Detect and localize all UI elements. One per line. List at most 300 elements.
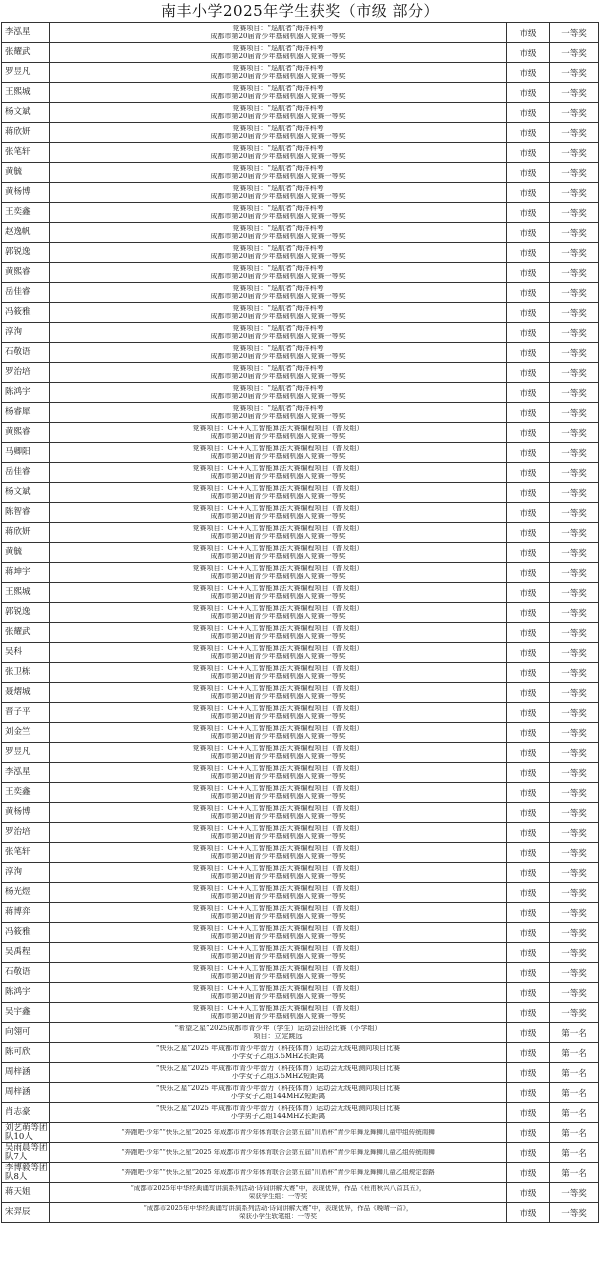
award-description [50, 963, 507, 983]
award-description [50, 1063, 507, 1083]
award-row [2, 863, 599, 883]
student-name: 冯筱雅 [2, 923, 50, 943]
award-level: 市级 [507, 203, 550, 223]
award-description-line: 竞赛项目：“巡航者”海洋科考 [232, 24, 324, 32]
award-row [2, 403, 599, 423]
award-rank: 一等奖 [550, 723, 599, 743]
award-level: 市级 [507, 503, 550, 523]
award-description [50, 63, 507, 83]
award-rank: 一等奖 [550, 963, 599, 983]
award-description-line: 成都市第20届青少年基础机器人竞赛一等奖 [210, 332, 346, 340]
award-description-line: 成都市第20届青少年基础机器人竞赛一等奖 [210, 752, 346, 760]
award-level: 市级 [507, 843, 550, 863]
award-rank: 一等奖 [550, 763, 599, 783]
award-rank: 第一名 [550, 1143, 599, 1163]
award-description-line: 竞赛项目：“巡航者”海洋科考 [232, 104, 324, 112]
student-name: 陈智睿 [2, 503, 50, 523]
award-level: 市级 [507, 1203, 550, 1223]
award-description [50, 803, 507, 823]
award-description-line: 竞赛项目：C++人工智能算法大赛编程项目（普及组） [192, 804, 364, 812]
award-description [50, 823, 507, 843]
award-description-line: 竞赛项目：C++人工智能算法大赛编程项目（普及组） [192, 664, 364, 672]
award-row [2, 183, 599, 203]
award-description-line: 成都市第20届青少年基础机器人竞赛一等奖 [210, 232, 346, 240]
student-name: 黄毓 [2, 543, 50, 563]
student-name: 晋子平 [2, 703, 50, 723]
award-description [50, 283, 507, 303]
award-rank: 一等奖 [550, 1203, 599, 1223]
award-rank: 一等奖 [550, 543, 599, 563]
award-rank: 一等奖 [550, 483, 599, 503]
award-description [50, 263, 507, 283]
award-level: 市级 [507, 363, 550, 383]
award-description-line: 竞赛项目：C++人工智能算法大赛编程项目（普及组） [192, 864, 364, 872]
student-name: 黄熙睿 [2, 263, 50, 283]
award-level: 市级 [507, 443, 550, 463]
award-description-line: 成都市第20届青少年基础机器人竞赛一等奖 [210, 512, 346, 520]
student-name: 王奕鑫 [2, 783, 50, 803]
award-row [2, 943, 599, 963]
award-description [50, 743, 507, 763]
student-name: 郭锐逸 [2, 243, 50, 263]
award-description-line: 竞赛项目：“巡航者”海洋科考 [232, 124, 324, 132]
student-name: 张耀武 [2, 43, 50, 63]
award-rank: 一等奖 [550, 223, 599, 243]
award-description [50, 703, 507, 723]
award-rank: 一等奖 [550, 323, 599, 343]
award-description-line: 荣获学生组：一等奖 [248, 1192, 308, 1200]
award-description-line: 成都市第20届青少年基础机器人竞赛一等奖 [210, 452, 346, 460]
award-description-line: 小学男子乙组144MHZ长距离 [230, 1112, 326, 1120]
award-description-line: 项目：立定跳远 [253, 1032, 303, 1040]
award-description-line: 竞赛项目：C++人工智能算法大赛编程项目（普及组） [192, 564, 364, 572]
award-description [50, 783, 507, 803]
award-level: 市级 [507, 543, 550, 563]
award-row [2, 1123, 599, 1143]
award-level: 市级 [507, 903, 550, 923]
award-row [2, 223, 599, 243]
award-rank: 一等奖 [550, 1003, 599, 1023]
award-description-line: 竞赛项目：C++人工智能算法大赛编程项目（普及组） [192, 784, 364, 792]
award-description [50, 583, 507, 603]
award-rank: 第一名 [550, 1083, 599, 1103]
award-description-line: 竞赛项目：C++人工智能算法大赛编程项目（普及组） [192, 984, 364, 992]
student-name: 周梓涵 [2, 1063, 50, 1083]
award-rank: 一等奖 [550, 823, 599, 843]
award-description [50, 323, 507, 343]
award-rank: 一等奖 [550, 843, 599, 863]
award-description-line: “快乐之星”2025 年成都市青少年智力（科技体育）运动会无线电测向项目比赛 [155, 1044, 401, 1052]
award-description-line: 竞赛项目：C++人工智能算法大赛编程项目（普及组） [192, 704, 364, 712]
award-description-line: 竞赛项目：C++人工智能算法大赛编程项目（普及组） [192, 604, 364, 612]
award-description [50, 243, 507, 263]
student-name: 杨文斌 [2, 483, 50, 503]
award-row [2, 903, 599, 923]
award-level: 市级 [507, 743, 550, 763]
award-description-line: 成都市第20届青少年基础机器人竞赛一等奖 [210, 572, 346, 580]
award-description-line: 成都市第20届青少年基础机器人竞赛一等奖 [210, 172, 346, 180]
award-rank: 一等奖 [550, 403, 599, 423]
award-description-line: 成都市第20届青少年基础机器人竞赛一等奖 [210, 932, 346, 940]
award-description-line: 竞赛项目：“巡航者”海洋科考 [232, 44, 324, 52]
award-rank: 一等奖 [550, 923, 599, 943]
award-rank: 一等奖 [550, 563, 599, 583]
award-description [50, 903, 507, 923]
award-rank: 一等奖 [550, 83, 599, 103]
award-description [50, 383, 507, 403]
student-name: 黄毓 [2, 163, 50, 183]
student-name: 蒋欣妍 [2, 123, 50, 143]
award-description [50, 303, 507, 323]
award-description-line: 成都市第20届青少年基础机器人竞赛一等奖 [210, 872, 346, 880]
award-row [2, 1103, 599, 1123]
award-rank: 一等奖 [550, 163, 599, 183]
student-name: 陈鸿宇 [2, 383, 50, 403]
award-description-line: 荣获小学生软笔组：一等奖 [239, 1212, 317, 1220]
award-row [2, 763, 599, 783]
award-rank: 一等奖 [550, 423, 599, 443]
award-description-line: 竞赛项目：“巡航者”海洋科考 [232, 144, 324, 152]
award-description-line: 成都市第20届青少年基础机器人竞赛一等奖 [210, 152, 346, 160]
award-level: 市级 [507, 803, 550, 823]
award-rank: 一等奖 [550, 803, 599, 823]
award-level: 市级 [507, 1163, 550, 1183]
award-rank: 一等奖 [550, 23, 599, 43]
award-level: 市级 [507, 823, 550, 843]
award-rank: 一等奖 [550, 743, 599, 763]
student-name: 王奕鑫 [2, 203, 50, 223]
award-level: 市级 [507, 763, 550, 783]
award-description-line: 竞赛项目：C++人工智能算法大赛编程项目（普及组） [192, 1004, 364, 1012]
award-rank: 一等奖 [550, 983, 599, 1003]
award-description [50, 23, 507, 43]
award-level: 市级 [507, 723, 550, 743]
award-description [50, 1183, 507, 1203]
award-rank: 一等奖 [550, 903, 599, 923]
award-description-line: “快乐之星”2025 年成都市青少年智力（科技体育）运动会无线电测向项目比赛 [155, 1064, 401, 1072]
award-rank: 一等奖 [550, 683, 599, 703]
award-row [2, 583, 599, 603]
award-row [2, 323, 599, 343]
award-description-line: 成都市第20届青少年基础机器人竞赛一等奖 [210, 712, 346, 720]
award-description-line: 竞赛项目：“巡航者”海洋科考 [232, 404, 324, 412]
award-rank: 一等奖 [550, 703, 599, 723]
student-name: 郭锐逸 [2, 603, 50, 623]
award-rank: 一等奖 [550, 443, 599, 463]
award-description-line: 成都市第20届青少年基础机器人竞赛一等奖 [210, 212, 346, 220]
award-description [50, 43, 507, 63]
award-description [50, 883, 507, 903]
award-rank: 一等奖 [550, 303, 599, 323]
student-name: 黄杨博 [2, 183, 50, 203]
student-name: 吴宇鑫 [2, 1003, 50, 1023]
award-description-line: 竞赛项目：C++人工智能算法大赛编程项目（普及组） [192, 524, 364, 532]
award-level: 市级 [507, 983, 550, 1003]
award-description [50, 223, 507, 243]
award-description-line: 竞赛项目：C++人工智能算法大赛编程项目（普及组） [192, 444, 364, 452]
award-description [50, 203, 507, 223]
award-row [2, 243, 599, 263]
student-name: 陈可欣 [2, 1043, 50, 1063]
award-row [2, 543, 599, 563]
student-name: 石敬语 [2, 343, 50, 363]
award-row [2, 1003, 599, 1023]
award-level: 市级 [507, 403, 550, 423]
award-row [2, 43, 599, 63]
award-description [50, 603, 507, 623]
student-name: 蒋坤宇 [2, 563, 50, 583]
award-description-line: 竞赛项目：“巡航者”海洋科考 [232, 364, 324, 372]
award-row [2, 1163, 599, 1183]
award-description-line: 竞赛项目：C++人工智能算法大赛编程项目（普及组） [192, 844, 364, 852]
award-level: 市级 [507, 523, 550, 543]
student-name: 冯筱雅 [2, 303, 50, 323]
award-level: 市级 [507, 663, 550, 683]
award-row [2, 1143, 599, 1163]
award-row [2, 603, 599, 623]
award-level: 市级 [507, 883, 550, 903]
award-level: 市级 [507, 703, 550, 723]
award-rank: 一等奖 [550, 203, 599, 223]
award-description-line: 成都市第20届青少年基础机器人竞赛一等奖 [210, 972, 346, 980]
award-rank: 一等奖 [550, 583, 599, 603]
student-name: 张笔轩 [2, 143, 50, 163]
student-name: 张耀武 [2, 623, 50, 643]
award-description [50, 103, 507, 123]
student-name: 肖志豪 [2, 1103, 50, 1123]
award-description-line: “奔跑吧·少年”“快乐之星”2025 年成都市青少年体育联合会第五届“川盾杯”青少年舞龙舞狮儿童甲组传统南狮 [121, 1128, 435, 1136]
award-row [2, 83, 599, 103]
award-table [1, 22, 599, 1223]
award-description-line: 竞赛项目：C++人工智能算法大赛编程项目（普及组） [192, 584, 364, 592]
award-row [2, 723, 599, 743]
award-rank: 第一名 [550, 1163, 599, 1183]
student-name: 罗治培 [2, 823, 50, 843]
student-name: 吴科 [2, 643, 50, 663]
award-rank: 一等奖 [550, 283, 599, 303]
award-description-line: 成都市第20届青少年基础机器人竞赛一等奖 [210, 352, 346, 360]
student-name: 李泓星 [2, 763, 50, 783]
award-description-line: 成都市第20届青少年基础机器人竞赛一等奖 [210, 992, 346, 1000]
award-row [2, 163, 599, 183]
student-name: 周梓涵 [2, 1083, 50, 1103]
student-name: 杨光煜 [2, 883, 50, 903]
award-description [50, 1083, 507, 1103]
award-description-line: 成都市第20届青少年基础机器人竞赛一等奖 [210, 372, 346, 380]
award-description-line: 成都市第20届青少年基础机器人竞赛一等奖 [210, 92, 346, 100]
award-row [2, 883, 599, 903]
award-rank: 一等奖 [550, 1183, 599, 1203]
award-row [2, 643, 599, 663]
award-description [50, 563, 507, 583]
award-rank: 一等奖 [550, 663, 599, 683]
award-level: 市级 [507, 643, 550, 663]
award-description [50, 403, 507, 423]
award-description-line: 竞赛项目：“巡航者”海洋科考 [232, 284, 324, 292]
award-description-line: 竞赛项目：C++人工智能算法大赛编程项目（普及组） [192, 884, 364, 892]
award-description-line: 小学女子乙组3.5MHZ短距离 [231, 1072, 325, 1080]
award-level: 市级 [507, 183, 550, 203]
student-name: 赵逸帆 [2, 223, 50, 243]
award-description-line: 竞赛项目：C++人工智能算法大赛编程项目（普及组） [192, 724, 364, 732]
student-name: 李博毅等团队8人 [2, 1163, 50, 1183]
award-level: 市级 [507, 263, 550, 283]
award-row [2, 1083, 599, 1103]
award-rank: 一等奖 [550, 783, 599, 803]
award-description-line: 成都市第20届青少年基础机器人竞赛一等奖 [210, 112, 346, 120]
award-rank: 第一名 [550, 1123, 599, 1143]
award-rank: 一等奖 [550, 183, 599, 203]
student-name: 淳洵 [2, 323, 50, 343]
award-description-line: 成都市第20届青少年基础机器人竞赛一等奖 [210, 592, 346, 600]
award-level: 市级 [507, 323, 550, 343]
award-description [50, 863, 507, 883]
award-description-line: 成都市第20届青少年基础机器人竞赛一等奖 [210, 52, 346, 60]
award-description-line: “奔跑吧·少年”“快乐之星”2025 年成都市青少年体育联合会第五届“川盾杯”青少年舞龙舞狮儿童乙组规定套路 [121, 1168, 435, 1176]
award-description-line: 成都市第20届青少年基础机器人竞赛一等奖 [210, 532, 346, 540]
award-description-line: 竞赛项目：C++人工智能算法大赛编程项目（普及组） [192, 924, 364, 932]
award-description-line: 成都市第20届青少年基础机器人竞赛一等奖 [210, 132, 346, 140]
award-rank: 一等奖 [550, 883, 599, 903]
award-description-line: 成都市第20届青少年基础机器人竞赛一等奖 [210, 692, 346, 700]
award-description-line: 成都市第20届青少年基础机器人竞赛一等奖 [210, 1012, 346, 1020]
award-description [50, 1023, 507, 1043]
award-row [2, 503, 599, 523]
award-description [50, 1043, 507, 1063]
student-name: 石敬语 [2, 963, 50, 983]
award-description [50, 163, 507, 183]
award-rank: 一等奖 [550, 943, 599, 963]
award-rank: 第一名 [550, 1063, 599, 1083]
award-rank: 一等奖 [550, 63, 599, 83]
award-description [50, 663, 507, 683]
award-level: 市级 [507, 603, 550, 623]
award-row [2, 303, 599, 323]
award-description-line: 成都市第20届青少年基础机器人竞赛一等奖 [210, 252, 346, 260]
award-level: 市级 [507, 963, 550, 983]
award-description [50, 983, 507, 1003]
award-description [50, 483, 507, 503]
award-description [50, 1163, 507, 1183]
award-level: 市级 [507, 23, 550, 43]
award-level: 市级 [507, 1123, 550, 1143]
student-name: 罗昱凡 [2, 743, 50, 763]
award-level: 市级 [507, 63, 550, 83]
award-description-line: 竞赛项目：C++人工智能算法大赛编程项目（普及组） [192, 824, 364, 832]
student-name: 张笔轩 [2, 843, 50, 863]
student-name: 王熙城 [2, 83, 50, 103]
award-description-line: 竞赛项目：C++人工智能算法大赛编程项目（普及组） [192, 484, 364, 492]
award-level: 市级 [507, 463, 550, 483]
award-description-line: 竞赛项目：“巡航者”海洋科考 [232, 224, 324, 232]
award-row [2, 103, 599, 123]
student-name: 杨文斌 [2, 103, 50, 123]
award-description-line: 竞赛项目：“巡航者”海洋科考 [232, 204, 324, 212]
student-name: 罗治培 [2, 363, 50, 383]
award-description-line: 竞赛项目：C++人工智能算法大赛编程项目（普及组） [192, 504, 364, 512]
award-row [2, 483, 599, 503]
award-description [50, 363, 507, 383]
award-description-line: 竞赛项目：“巡航者”海洋科考 [232, 184, 324, 192]
award-description-line: 成都市第20届青少年基础机器人竞赛一等奖 [210, 272, 346, 280]
award-description-line: 竞赛项目：C++人工智能算法大赛编程项目（普及组） [192, 964, 364, 972]
award-level: 市级 [507, 783, 550, 803]
award-level: 市级 [507, 303, 550, 323]
award-description-line: “快乐之星”2025 年成都市青少年智力（科技体育）运动会无线电测向项目比赛 [155, 1084, 401, 1092]
award-rank: 一等奖 [550, 143, 599, 163]
award-description [50, 1123, 507, 1143]
award-description [50, 843, 507, 863]
award-rank: 一等奖 [550, 43, 599, 63]
award-level: 市级 [507, 243, 550, 263]
award-description-line: 成都市第20届青少年基础机器人竞赛一等奖 [210, 552, 346, 560]
award-description-line: 竞赛项目：C++人工智能算法大赛编程项目（普及组） [192, 624, 364, 632]
award-row [2, 283, 599, 303]
award-rank: 一等奖 [550, 523, 599, 543]
award-description-line: 成都市第20届青少年基础机器人竞赛一等奖 [210, 832, 346, 840]
award-row [2, 463, 599, 483]
award-description-line: 竞赛项目：C++人工智能算法大赛编程项目（普及组） [192, 424, 364, 432]
award-description-line: “希望之星”2025成都市青少年（学生）运动会田径比赛（小学组） [174, 1024, 382, 1032]
award-rank: 第一名 [550, 1043, 599, 1063]
award-description-line: 成都市第20届青少年基础机器人竞赛一等奖 [210, 792, 346, 800]
award-description-line: 成都市第20届青少年基础机器人竞赛一等奖 [210, 432, 346, 440]
award-description [50, 443, 507, 463]
award-table-body [2, 23, 599, 1223]
award-rank: 一等奖 [550, 123, 599, 143]
award-row [2, 203, 599, 223]
award-row [2, 563, 599, 583]
award-row [2, 1183, 599, 1203]
award-description-line: 成都市第20届青少年基础机器人竞赛一等奖 [210, 772, 346, 780]
award-rank: 一等奖 [550, 243, 599, 263]
award-description-line: 成都市第20届青少年基础机器人竞赛一等奖 [210, 672, 346, 680]
award-rank: 一等奖 [550, 643, 599, 663]
award-description-line: 竞赛项目：“巡航者”海洋科考 [232, 324, 324, 332]
award-level: 市级 [507, 123, 550, 143]
award-level: 市级 [507, 1103, 550, 1123]
award-rank: 一等奖 [550, 463, 599, 483]
award-description-line: 小学女子乙组144MHZ短距离 [230, 1092, 326, 1100]
award-description-line: 成都市第20届青少年基础机器人竞赛一等奖 [210, 312, 346, 320]
student-name: 蒋天姐 [2, 1183, 50, 1203]
award-description-line: 成都市第20届青少年基础机器人竞赛一等奖 [210, 632, 346, 640]
award-row [2, 683, 599, 703]
award-description [50, 343, 507, 363]
award-row [2, 823, 599, 843]
student-name: 岳佳睿 [2, 283, 50, 303]
award-description [50, 543, 507, 563]
student-name: 刘金竺 [2, 723, 50, 743]
award-row [2, 783, 599, 803]
award-level: 市级 [507, 1183, 550, 1203]
award-description-line: 竞赛项目：C++人工智能算法大赛编程项目（普及组） [192, 744, 364, 752]
award-row [2, 803, 599, 823]
award-description-line: 成都市第20届青少年基础机器人竞赛一等奖 [210, 412, 346, 420]
award-description-line: 成都市第20届青少年基础机器人竞赛一等奖 [210, 732, 346, 740]
award-description-line: 成都市第20届青少年基础机器人竞赛一等奖 [210, 492, 346, 500]
award-row [2, 423, 599, 443]
award-row [2, 443, 599, 463]
award-description-line: 竞赛项目：“巡航者”海洋科考 [232, 344, 324, 352]
award-level: 市级 [507, 923, 550, 943]
award-description [50, 523, 507, 543]
award-row [2, 1043, 599, 1063]
award-level: 市级 [507, 103, 550, 123]
award-level: 市级 [507, 1143, 550, 1163]
award-description [50, 83, 507, 103]
award-description [50, 143, 507, 163]
